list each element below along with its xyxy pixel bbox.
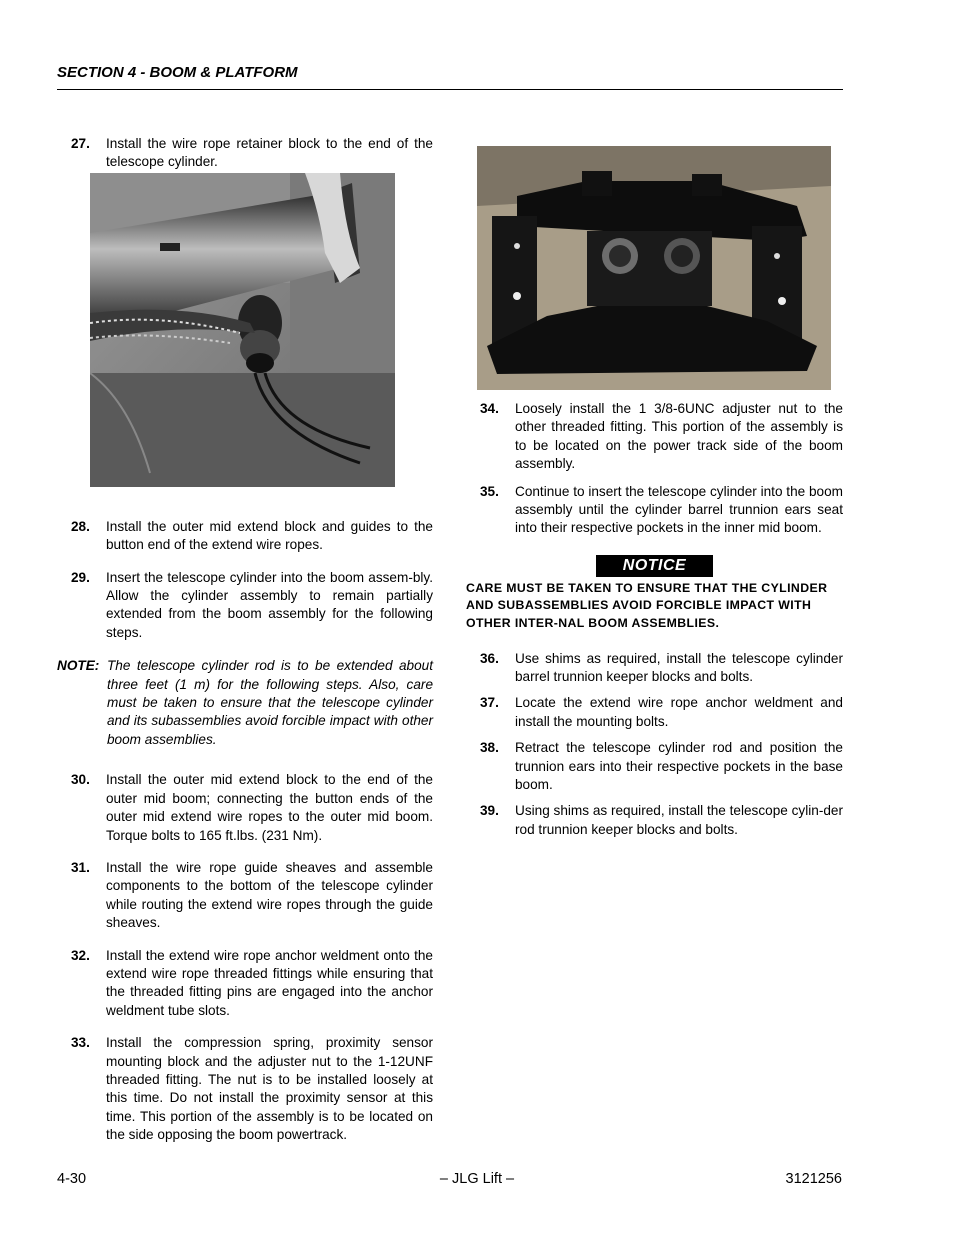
step-text: Install the wire rope guide sheaves and assemble components to the bottom of the telescope cylinder while routing the extend wire ropes through the guide sheaves. bbox=[106, 859, 433, 931]
step-number: 32. bbox=[71, 947, 90, 963]
step-text: Install the outer mid extend block to the end of the outer mid boom; connecting the button ends of the outer mid extend wire ropes to the outer mid boom. Torque bolts to 165 ft.lbs. (231 Nm). bbox=[106, 772, 433, 843]
step-text: Retract the telescope cylinder rod and position the trunnion ears into their respective pockets in the base boom. bbox=[515, 740, 843, 793]
step-number: 34. bbox=[480, 401, 499, 416]
step-38 bbox=[466, 739, 843, 794]
step-text: Install the outer mid extend block and guides to the button end of the extend wire ropes. bbox=[106, 518, 433, 553]
step-number: 39. bbox=[480, 803, 499, 819]
wire-rope-retainer-photo bbox=[90, 173, 395, 487]
step-number: 31. bbox=[71, 859, 90, 875]
step-number: 27. bbox=[71, 136, 90, 151]
step-text: Continue to insert the telescope cylinder into the boom assembly until the cylinder barrel trunnion ears seat into their respective pockets in the inner mid boom. bbox=[515, 483, 843, 536]
note bbox=[57, 657, 433, 749]
anchor-weldment-photo bbox=[477, 146, 831, 390]
step-31 bbox=[57, 859, 433, 933]
footer-doc-number: 3121256 bbox=[785, 1171, 842, 1187]
step-37 bbox=[466, 694, 843, 731]
step-39 bbox=[466, 802, 843, 839]
step-text: Install the compression spring, proximity sensor mounting block and the adjuster nut to the 1-12UNF threaded fitting. The nut is to be installed loosely at this time. Do not install the proximity sensor at this time. This portion of the assembly is to be located on the side opposing the boom powertrack. bbox=[106, 1035, 433, 1143]
header-rule bbox=[57, 89, 843, 90]
step-text: Using shims as required, install the telescope cylin-der rod trunnion keeper blocks and bolts. bbox=[515, 803, 843, 837]
note-label: NOTE: bbox=[57, 658, 100, 674]
step-text: Locate the extend wire rope anchor weldment and install the mounting bolts. bbox=[515, 695, 843, 729]
step-34 bbox=[466, 400, 843, 474]
step-28 bbox=[57, 518, 433, 555]
step-text: Install the wire rope retainer block to the end of the telescope cylinder. bbox=[106, 136, 433, 170]
step-32 bbox=[57, 947, 433, 1021]
section-title: SECTION 4 - BOOM & PLATFORM bbox=[57, 64, 298, 81]
step-number: 37. bbox=[480, 695, 499, 711]
footer-center: – JLG Lift – bbox=[439, 1171, 515, 1187]
step-35 bbox=[466, 483, 843, 538]
step-30 bbox=[57, 771, 433, 845]
step-number: 33. bbox=[71, 1035, 90, 1051]
left-column bbox=[57, 135, 433, 1145]
right-column bbox=[466, 146, 843, 839]
step-number: 29. bbox=[71, 569, 90, 585]
notice-badge: NOTICE bbox=[596, 555, 713, 577]
step-number: 38. bbox=[480, 740, 499, 756]
notice-text: CARE MUST BE TAKEN TO ENSURE THAT THE CYLINDER AND SUBASSEMBLIES AVOID FORCIBLE IMPACT WITH OTHER INTER-NAL BOOM ASSEMBLIES. bbox=[466, 580, 828, 631]
note-text: The telescope cylinder rod is to be extended about three feet (1 m) for the following steps. Also, care must be taken to ensure that the telescope cylinder and its subassemblies avoid forcible impact with other boom assemblies. bbox=[107, 658, 433, 747]
step-text: Use shims as required, install the telescope cylinder barrel trunnion keeper blocks and bolts. bbox=[515, 650, 843, 685]
step-36 bbox=[466, 650, 843, 687]
step-text: Loosely install the 1 3/8-6UNC adjuster nut to the other threaded fitting. This portion of the assembly is to be located on the power track side of the boom assembly. bbox=[515, 401, 843, 472]
step-number: 35. bbox=[480, 483, 499, 499]
step-33 bbox=[57, 1034, 433, 1144]
step-27 bbox=[57, 135, 433, 172]
step-text: Install the extend wire rope anchor weldment onto the extend wire rope threaded fittings while ensuring that the threaded fitting pins are engaged into the anchor weldment tube slots. bbox=[106, 947, 433, 1018]
step-29 bbox=[57, 569, 433, 643]
footer-page-number: 4-30 bbox=[57, 1171, 87, 1187]
step-text: Insert the telescope cylinder into the boom assem-bly. Allow the cylinder assembly to remain partially extended from the boom assembly for the following steps. bbox=[106, 569, 433, 640]
step-number: 36. bbox=[480, 650, 499, 666]
step-number: 30. bbox=[71, 772, 90, 788]
step-number: 28. bbox=[71, 518, 90, 534]
